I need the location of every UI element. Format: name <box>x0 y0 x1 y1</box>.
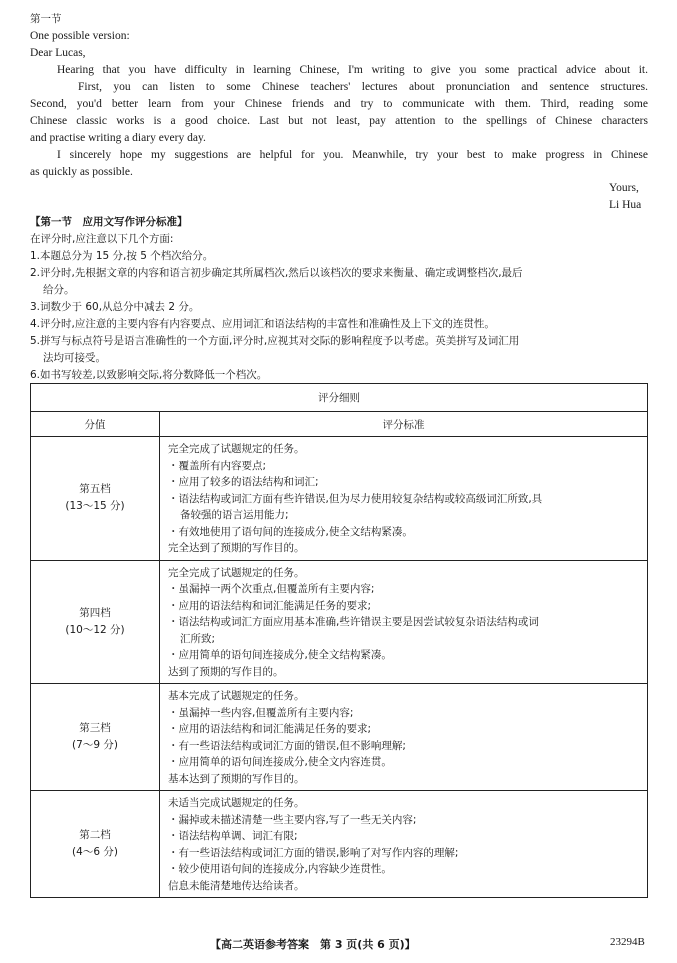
band-name: 第五档 <box>79 483 111 496</box>
criteria-line: 完全达到了预期的写作目的。 <box>168 542 305 554</box>
criteria-line: 完全完成了试题规定的任务。 <box>168 443 305 455</box>
criteria-intro: 在评分时,应注意以下几个方面: <box>30 233 174 245</box>
footer-code: 23294B <box>610 936 645 948</box>
criteria-line: 达到了预期的写作目的。 <box>168 665 284 678</box>
letter-line: First, you can listen to some Chinese teachers' lectures about pronunciation and sentence structures. <box>78 81 648 93</box>
letter-line: Second, you'd better learn from your Chinese friends and try to communicate with them. Third, reading some <box>30 98 648 110</box>
criteria-line: 基本达到了预期的写作目的。 <box>168 772 305 785</box>
table-row <box>31 437 648 561</box>
band-range: (7～9 分) <box>72 739 118 751</box>
criteria-item: 5.拼写与标点符号是语言准确性的一个方面,评分时,应视其对交际的影响程度予以考虑。英美拼写及词汇用 <box>30 335 520 347</box>
letter-line: as quickly as possible. <box>30 166 133 178</box>
criteria-line: ・覆盖所有内容要点; <box>168 459 267 472</box>
salutation: Dear Lucas, <box>30 47 86 59</box>
criteria-item: 1.本题总分为 15 分,按 5 个档次给分。 <box>30 250 214 262</box>
letter-line: Chinese classic works is a good choice. Last but not least, pay attention to the spellings of Chinese characters <box>30 115 648 127</box>
band-name: 第二档 <box>79 829 111 841</box>
band-cell <box>31 791 160 898</box>
band-name: 第四档 <box>79 606 111 619</box>
criteria-line: ・语法结构或词汇方面有些许错误,但为尽力使用较复杂结构或较高级词汇所致,具 <box>168 492 543 505</box>
criteria-item: 3.词数少于 60,从总分中减去 2 分。 <box>30 301 200 313</box>
band-cell <box>31 560 160 684</box>
band-criteria <box>160 684 648 791</box>
table-header-row <box>31 412 648 437</box>
criteria-line: ・应用简单的语句间连接成分,使全文内容连贯。 <box>168 756 392 768</box>
criteria-line: ・虽漏掉一两个次重点,但覆盖所有主要内容; <box>168 583 375 595</box>
criteria-line: ・有一些语法结构或词汇方面的错误,但不影响理解; <box>168 739 406 752</box>
band-criteria <box>160 791 648 898</box>
column-header-score: 分值 <box>31 412 160 437</box>
criteria-line: 信息未能清楚地传达给读者。 <box>168 879 305 892</box>
criteria-line: ・有一些语法结构或词汇方面的错误,影响了对写作内容的理解; <box>168 846 459 859</box>
table-title: 评分细则 <box>31 384 648 412</box>
criteria-line: 汇所致; <box>180 632 216 645</box>
criteria-item: 法均可接受。 <box>43 352 106 364</box>
table-row <box>31 560 648 684</box>
criteria-item: 4.评分时,应注意的主要内容有内容要点、应用词汇和语法结构的丰富性和准确性及上下文的连贯性。 <box>30 318 495 330</box>
criteria-item: 6.如书写较差,以致影响交际,将分数降低一个档次。 <box>30 369 268 381</box>
criteria-line: 备较强的语言运用能力; <box>180 509 289 521</box>
band-cell <box>31 684 160 791</box>
band-criteria <box>160 560 648 684</box>
criteria-line: 未适当完成试题规定的任务。 <box>168 797 305 809</box>
criteria-item: 2.评分时,先根据文章的内容和语言初步确定其所属档次,然后以该档次的要求来衡量、确定或调整档次,最后 <box>30 267 523 279</box>
letter-line: Hearing that you have difficulty in learning Chinese, I'm writing to give you some practical advice about it. <box>57 64 648 76</box>
table-title-row <box>31 384 648 412</box>
criteria-line: ・语法结构或词汇方面应用基本准确,些许错误主要是因尝试较复杂语法结构或词 <box>168 616 539 628</box>
criteria-line: 完全完成了试题规定的任务。 <box>168 566 305 579</box>
criteria-line: ・应用的语法结构和词汇能满足任务的要求; <box>168 723 372 735</box>
letter-line: I sincerely hope my suggestions are helpful for you. Meanwhile, try your best to make progress in Chinese <box>57 149 648 161</box>
band-cell <box>31 437 160 561</box>
criteria-line: 基本完成了试题规定的任务。 <box>168 690 305 702</box>
letter-line: and practise writing a diary every day. <box>30 132 206 144</box>
criteria-line: ・应用了较多的语法结构和词汇; <box>168 476 319 488</box>
band-range: (4～6 分) <box>72 846 118 858</box>
table-row <box>31 684 648 791</box>
band-range: (13～15 分) <box>65 500 125 513</box>
closing: Yours, <box>609 182 639 194</box>
criteria-line: ・虽漏掉一些内容,但覆盖所有主要内容; <box>168 706 354 719</box>
table-row <box>31 791 648 898</box>
section-heading: 第一节 <box>30 13 62 25</box>
criteria-line: ・较少使用语句间的连接成分,内容缺少连贯性。 <box>168 863 392 875</box>
criteria-item: 给分。 <box>43 284 75 296</box>
sample-intro: One possible version: <box>30 30 130 42</box>
criteria-line: ・语法结构单调、词汇有限; <box>168 830 298 842</box>
criteria-line: ・漏掉或未描述清楚一些主要内容,写了一些无关内容; <box>168 813 417 826</box>
criteria-line: ・应用的语法结构和词汇能满足任务的要求; <box>168 599 372 612</box>
footer-page-info: 【高二英语参考答案 第 3 页(共 6 页)】 <box>210 938 416 951</box>
band-name: 第三档 <box>79 722 111 734</box>
band-range: (10～12 分) <box>65 623 125 636</box>
criteria-title: 【第一节 应用文写作评分标准】 <box>30 216 188 228</box>
criteria-line: ・应用简单的语句间连接成分,使全文结构紧凑。 <box>168 649 392 661</box>
criteria-line: ・有效地使用了语句间的连接成分,使全文结构紧凑。 <box>168 525 413 538</box>
band-criteria <box>160 437 648 561</box>
signature: Li Hua <box>609 199 642 211</box>
grading-table <box>30 383 648 898</box>
column-header-standard: 评分标准 <box>160 412 648 437</box>
